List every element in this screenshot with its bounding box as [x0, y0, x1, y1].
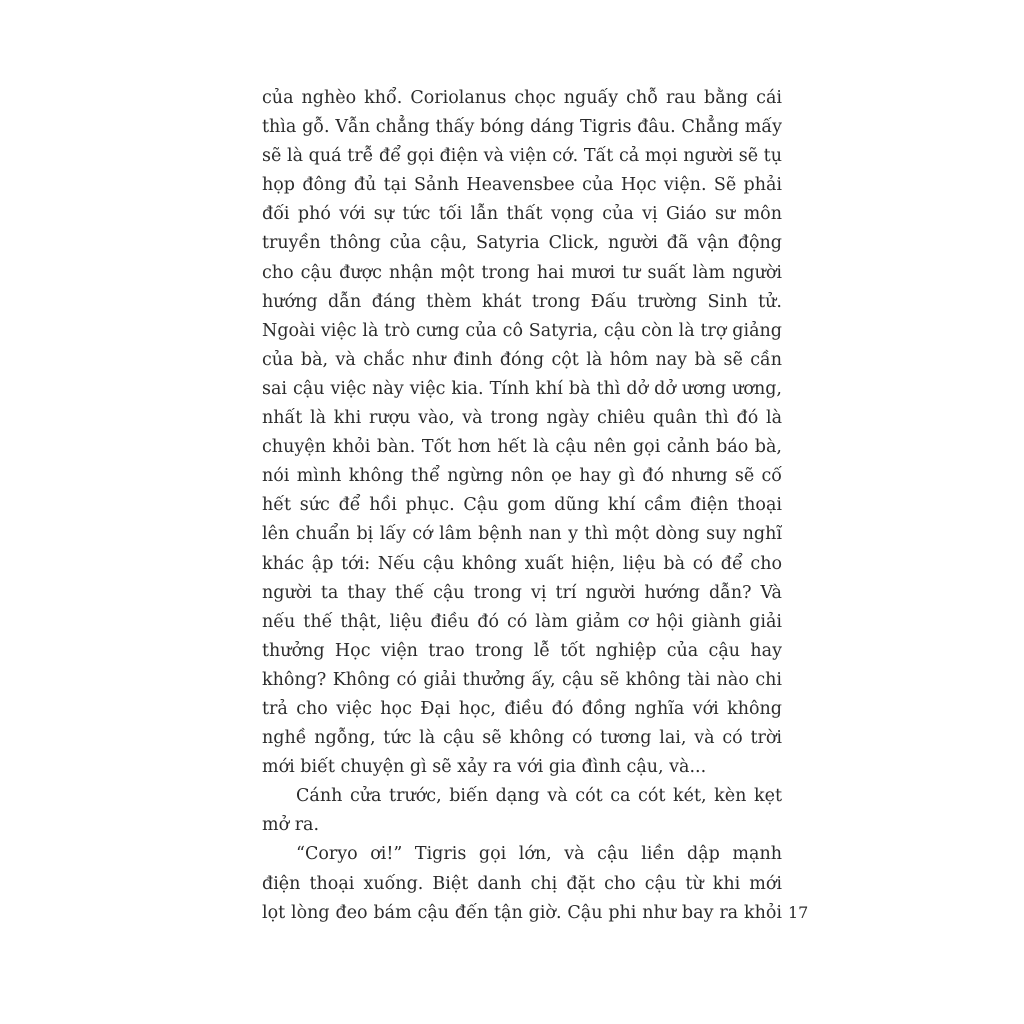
text-line: điện thoại xuống. Biệt danh chị đặt cho cậu từ khi mới [262, 873, 782, 894]
text-line: người ta thay thế cậu trong vị trí người hướng dẫn? Và [262, 582, 782, 603]
text-line: mở ra. [262, 815, 320, 836]
text-line: “Coryo ơi!” Tigris gọi lớn, và cậu liền dập mạnh [296, 844, 782, 865]
text-line: hướng dẫn đáng thèm khát trong Đấu trường Sinh tử. [262, 291, 782, 312]
text-line: Ngoài việc là trò cưng của cô Satyria, cậu còn là trợ giảng [262, 320, 782, 341]
text-line: nghề ngỗng, tức là cậu sẽ không có tương lai, và có trời [262, 728, 782, 749]
text-line: chuyện khỏi bàn. Tốt hơn hết là cậu nên gọi cảnh báo bà, [262, 437, 782, 458]
text-line: lên chuẩn bị lấy cớ lâm bệnh nan y thì một dòng suy nghĩ [262, 524, 782, 545]
text-line: lọt lòng đeo bám cậu đến tận giờ. Cậu phi như bay ra khỏi [262, 902, 782, 923]
text-line: thưởng Học viện trao trong lễ tốt nghiệp của cậu hay [262, 640, 782, 661]
text-line: của bà, và chắc như đinh đóng cột là hôm nay bà sẽ cần [262, 349, 782, 370]
text-line: hết sức để hồi phục. Cậu gom dũng khí cầm điện thoại [262, 495, 782, 516]
text-line: khác ập tới: Nếu cậu không xuất hiện, liệu bà có để cho [262, 553, 782, 574]
paragraph [262, 840, 782, 927]
text-line: Cánh cửa trước, biến dạng và cót ca cót két, kèn kẹt [296, 786, 782, 807]
text-line: truyền thông của cậu, Satyria Click, người đã vận động [262, 233, 782, 254]
text-line: thìa gỗ. Vẫn chẳng thấy bóng dáng Tigris đâu. Chẳng mấy [262, 117, 782, 138]
text-line: sẽ là quá trễ để gọi điện và viện cớ. Tất cả mọi người sẽ tụ [262, 146, 782, 167]
paragraph [262, 84, 782, 782]
body-text [262, 84, 782, 928]
text-line: mới biết chuyện gì sẽ xảy ra với gia đình cậu, và... [262, 757, 707, 778]
text-line: sai cậu việc này việc kia. Tính khí bà thì dở dở ương ương, [262, 378, 782, 399]
paragraph [262, 782, 782, 840]
text-line: của nghèo khổ. Coriolanus chọc nguấy chỗ rau bằng cái [262, 88, 782, 108]
text-line: nói mình không thể ngừng nôn ọe hay gì đó nhưng sẽ cố [262, 466, 782, 487]
text-line: cho cậu được nhận một trong hai mươi tư suất làm người [262, 262, 782, 283]
text-line: họp đông đủ tại Sảnh Heavensbee của Học viện. Sẽ phải [262, 175, 782, 196]
text-line: nhất là khi rượu vào, và trong ngày chiêu quân thì đó là [262, 408, 782, 429]
page-number: 17 [788, 903, 809, 922]
text-line: không? Không có giải thưởng ấy, cậu sẽ không tài nào chi [262, 669, 782, 690]
text-line: đối phó với sự tức tối lẫn thất vọng của vị Giáo sư môn [262, 204, 782, 225]
text-line: trả cho việc học Đại học, điều đó đồng nghĩa với không [262, 698, 782, 719]
text-line: nếu thế thật, liệu điều đó có làm giảm cơ hội giành giải [262, 611, 782, 632]
